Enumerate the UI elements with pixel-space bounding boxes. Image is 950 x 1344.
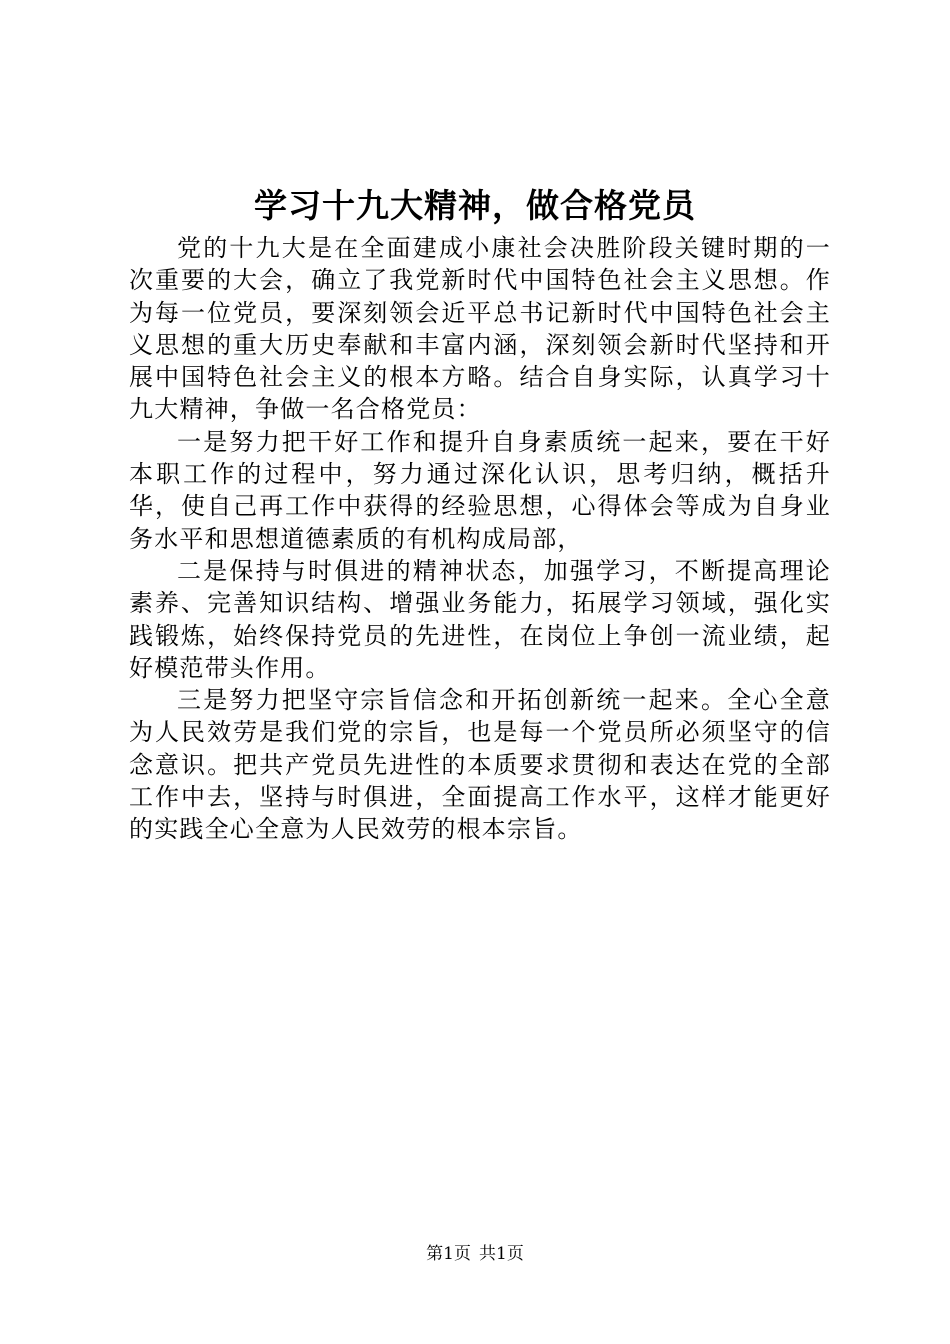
- paragraph-point-two: 二是保持与时俱进的精神状态，加强学习，不断提高理论素养、完善知识结构、增强业务能力，拓展学习领域，强化实践锻炼，始终保持党员的先进性，在岗位上争创一流业绩，起好模范带头作用。: [129, 556, 831, 682]
- paragraph-point-three: 三是努力把坚守宗旨信念和开拓创新统一起来。全心全意为人民效劳是我们党的宗旨，也是每一个党员所必须坚守的信念意识。把共产党员先进性的本质要求贯彻和表达在党的全部工作中去，坚持与时俱进，全面提高工作水平，这样才能更好的实践全心全意为人民效劳的根本宗旨。: [129, 686, 831, 844]
- page-footer: [0, 1243, 950, 1265]
- page-number-current: 第1页: [426, 1244, 471, 1264]
- paragraph-point-one: 一是努力把干好工作和提升自身素质统一起来，要在干好本职工作的过程中，努力通过深化认识，思考归纳，概括升华，使自己再工作中获得的经验思想，心得体会等成为自身业务水平和思想道德素质的有机构成局部，: [129, 427, 831, 553]
- document-body: [129, 232, 831, 846]
- page-number-total: 共1页: [479, 1244, 524, 1264]
- document-title: 学习十九大精神，做合格党员: [254, 186, 696, 225]
- paragraph-intro: 党的十九大是在全面建成小康社会决胜阶段关键时期的一次重要的大会，确立了我党新时代中国特色社会主义思想。作为每一位党员，要深刻领会近平总书记新时代中国特色社会主义思想的重大历史奉献和丰富内涵，深刻领会新时代坚持和开展中国特色社会主义的根本方略。结合自身实际，认真学习十九大精神，争做一名合格党员：: [129, 234, 831, 424]
